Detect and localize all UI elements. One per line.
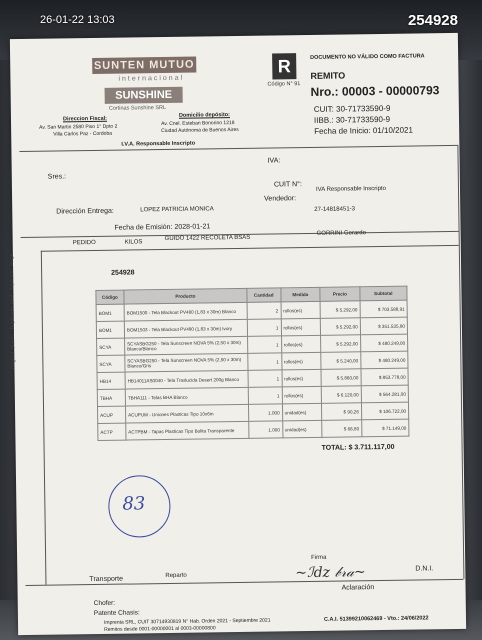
- cell-subtotal: $ 71.149,00: [361, 419, 408, 437]
- cell-price: $ 6.120,00: [321, 386, 361, 404]
- cell-qty: 1: [248, 387, 282, 404]
- codigo-label: Código N° 91: [267, 81, 301, 88]
- cell-price: $ 90,26: [322, 403, 362, 421]
- iva-label: IVA:: [267, 157, 281, 165]
- cell-qty: 1: [248, 370, 282, 387]
- company-logo: SUNTEN MUTUO: [92, 57, 196, 74]
- lugar-entrega: GUIDO 1422 RECOLETA BSAS: [164, 234, 251, 243]
- cell-price: $ 5.860,00: [321, 369, 361, 387]
- deposit-title: Domicilio depósito:: [178, 112, 231, 119]
- vendedor-label: Vendedor:: [264, 195, 297, 203]
- iva-condition: I.V.A. Responsable Inscripto: [121, 140, 196, 148]
- column-header: Subtotal: [360, 286, 407, 301]
- serie-line: Remitos desde 0001-00000001 al 0003-00000800: [104, 625, 216, 633]
- imprenta-line: Imprenta SRL, CUIT 30714930819 N° Hab. Orden 2021 - Septiembre 2021: [103, 617, 271, 626]
- cell-unit: rollos(es): [281, 352, 321, 370]
- cell-code: TBHA: [97, 389, 125, 406]
- handwritten-number: 83: [122, 493, 146, 515]
- cell-subtotal: $ 564.281,00: [361, 385, 408, 403]
- cuit-value: 27-14818451-3: [314, 206, 356, 213]
- cell-unit: rollos(es): [281, 301, 321, 319]
- cell-subtotal: $ 106.722,00: [361, 402, 408, 420]
- brand-logo: SUNSHINE: [105, 87, 183, 104]
- cell-price: $ 5.240,00: [321, 352, 361, 370]
- cell-qty: 1: [247, 319, 281, 336]
- photo-number: 254928: [407, 12, 458, 29]
- letter-r-box: R: [272, 53, 296, 79]
- company-logo-sub: internacional: [118, 74, 185, 83]
- cell-price: $ 68,80: [322, 420, 362, 438]
- cell-subtotal: $ 351.535,80: [360, 317, 407, 335]
- cell-qty: 1: [248, 353, 282, 370]
- cell-code: SCYA: [97, 338, 125, 355]
- cell-product: BOM1503 - Tela Blackout PV480 (1,83 x 30m) Ivory: [124, 319, 247, 338]
- cell-code: SCYA: [97, 355, 125, 372]
- copy-legend: Original: Blanco - Duplicado: Azul - Triplicado: Beige: [8, 253, 17, 370]
- cell-code: ACUP: [97, 406, 125, 423]
- fiscal-line2: Villa Carlos Paz - Cordoba: [53, 130, 113, 138]
- column-header: Código: [96, 290, 124, 304]
- column-header: Producto: [124, 288, 247, 304]
- column-header: Precio: [320, 287, 360, 302]
- cai-line: C.A.I. 51399210062469 - Vto.: 24/06/2022: [323, 615, 429, 623]
- fiscal-line1: Av. San Martin 2580 Piso 1° Dpto 2: [39, 123, 118, 131]
- dni-label: D.N.I.: [415, 565, 434, 573]
- cell-unit: rollos(es): [281, 335, 321, 353]
- photo-timestamp: 26-01-22 13:03: [40, 14, 115, 26]
- total-amount: TOTAL: $ 3.711.117,00: [321, 443, 395, 452]
- direccion-label: Dirección Entrega:: [56, 207, 114, 216]
- patente-label: Patente Chasis:: [93, 609, 140, 618]
- cell-subtotal: $ 703.588,91: [360, 300, 407, 318]
- cell-subtotal: $ 480.249,00: [360, 334, 407, 352]
- cell-qty: 1.000: [248, 404, 282, 421]
- cell-price: $ 5.292,00: [320, 301, 360, 319]
- cell-product: HB14011AS0040 - Tela Traslucida Desert 200g Blanco: [125, 370, 248, 389]
- aclaracion-label: Aclaración: [341, 584, 375, 592]
- cell-unit: rollos(es): [282, 369, 322, 387]
- cell-code: BOM1: [96, 321, 124, 338]
- pedido-label: PEDIDO: [72, 239, 96, 247]
- deposit-line1: Av. Cnel. Esteban Bonorino 1218: [161, 120, 235, 128]
- kilos-label: KILOS: [124, 239, 143, 246]
- column-header: Medida: [280, 287, 320, 302]
- cell-subtotal: $ 853.778,00: [361, 368, 408, 386]
- cell-product: ACUPUM - Uniones Plasticas Tipo 10x6m: [125, 404, 248, 423]
- cell-code: BOM1: [96, 304, 124, 321]
- cell-product: SCYASBG250 - Tela Sunscreen NOVA 5% (2,50 x 30m) Blanco/Blanco: [124, 336, 247, 355]
- cell-qty: 2: [247, 302, 281, 319]
- not-valid-notice: DOCUMENTO NO VÁLIDO COMO FACTURA: [310, 53, 425, 61]
- columns-divider: [41, 245, 459, 252]
- cell-product: ACTPBM - Tapas Plasticas Tipo Bolita Transparente: [126, 421, 249, 440]
- chofer-label: Chofer:: [93, 599, 116, 608]
- deposit-line2: Ciudad Autónoma de Buenos Aires: [161, 126, 239, 135]
- cell-unit: unidad(es): [282, 420, 322, 438]
- cell-subtotal: $ 480.249,00: [361, 351, 408, 369]
- cell-product: BOM1500 - Tela Blackout PV480 (1,83 x 30m) Blanco: [124, 302, 247, 321]
- fecha-emision: Fecha de Emisión: 2028-01-21: [114, 223, 211, 232]
- transporte-label: Transporte: [89, 575, 124, 584]
- items-table: [95, 286, 409, 441]
- cell-code: ACTP: [98, 423, 126, 440]
- cell-code: HB14: [97, 372, 125, 389]
- cell-qty: 1: [247, 336, 281, 353]
- cell-price: $ 5.292,00: [321, 335, 361, 353]
- direccion-value: LOPEZ PATRICIA MONICA: [140, 206, 214, 214]
- cell-unit: rollos(es): [282, 386, 322, 404]
- iibb: IIBB.: 30-71733590-9: [313, 114, 391, 125]
- cuit: CUIT: 30-71733590-9: [313, 103, 391, 114]
- cell-product: SCYASBG250 - Tela Sunscreen NOVA 5% (2,50 x 30m) Blanco/Gris: [125, 353, 248, 372]
- cell-product: TBHA111 - Telas BHA Blanco: [125, 387, 248, 406]
- fiscal-title: Direccion Fiscal:: [62, 115, 108, 123]
- header-divider: [19, 145, 457, 152]
- document-number: Nro.: 00003 - 00000793: [310, 83, 440, 99]
- cell-qty: 1.000: [249, 421, 283, 438]
- brand-sub: Cortinas Sunshine SRL: [108, 104, 167, 112]
- left-inner-frame: [41, 251, 47, 585]
- sres-label: Sres.:: [47, 173, 67, 181]
- cuit-label: CUIT N°:: [273, 181, 302, 189]
- reparto-label: Reparto: [165, 572, 187, 580]
- cell-unit: rollos(es): [281, 318, 321, 336]
- table-row: [98, 419, 409, 440]
- signature: ~ℐdz 𝒷𝓇𝒶~: [295, 564, 366, 582]
- column-header: Cantidad: [247, 288, 281, 302]
- order-number: 254928: [111, 269, 135, 277]
- document-type: REMITO: [310, 70, 346, 81]
- remito-document: [10, 33, 466, 635]
- cell-price: $ 5.292,00: [320, 318, 360, 336]
- fecha-inicio: Fecha de Inicio: 01/10/2021: [314, 125, 413, 136]
- firma-label: Firma: [311, 554, 327, 562]
- cell-unit: unidad(es): [282, 403, 322, 421]
- iva-value: IVA Responsable Inscripto: [315, 185, 386, 193]
- gorrini-label: GORRINI Gerardo: [316, 230, 367, 237]
